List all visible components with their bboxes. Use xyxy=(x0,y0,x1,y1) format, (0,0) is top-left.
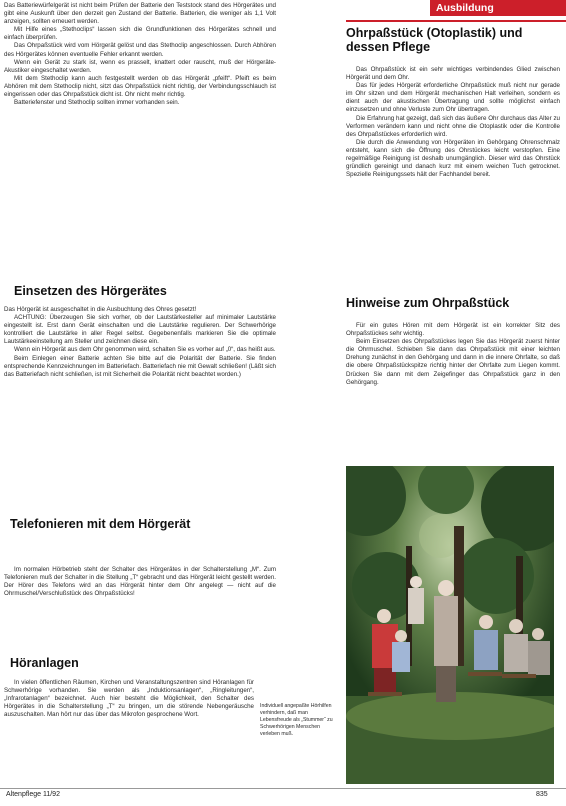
caption-text: Individuell angepaßte Hörhilfen verhindern, daß man Lebensfreude als „Stummer“ zu Schwerhörigen Menschen verleben muß. xyxy=(260,703,333,737)
photo-illustration xyxy=(346,466,554,784)
paragraph: Wenn ein Hörgerät aus dem Ohr genommen wird, schalten Sie es vorher auf „0“, das heißt aus. xyxy=(14,346,276,354)
photo-caption xyxy=(260,703,340,738)
paragraph: In vielen öffentlichen Räumen, Kirchen und Veranstaltungszentren sind Höranlagen für Schwerhörige vorhanden. Sie werden als „Induktionsanlagen“, „Ringleitungen“, „Infrarotanlagen“ bezeichnet. Auch hier besteht die Möglichkeit, den Schalter des Hörgerätes in die Schalterstellung „T“ zu bringen, um die störende Nebengeräusche auszuschalten. Man hört nur das über das Mikrofon gesprochene Wort. xyxy=(4,679,254,719)
section-heading: Hinweise zum Ohrpaßstück xyxy=(346,296,510,310)
paragraph: Das Ohrpaßstück wird vom Hörgerät gelöst und das Stethoclip angeschlossen. Durch Abhören des Hörgerätes können eventuelle Fehler erkannt werden. xyxy=(4,42,276,58)
paragraph: Das für jedes Hörgerät erforderliche Ohrpaßstück muß nicht nur gerade im Ohr sitzen und dem Hörgerät mechanischen Halt verleihen, sondern es dient auch der akustischen Übertragung und sollte möglichst einfach einzusetzen und ohne Verluste zum Ohr übertragen. xyxy=(346,82,560,114)
paragraph: Mit Hilfe eines „Stethoclips“ lassen sich die Grundfunktionen des Hörgerätes schnell und einfach überprüfen. xyxy=(4,26,276,42)
paragraph: Für ein gutes Hören mit dem Hörgerät ist ein korrekter Sitz des Ohrpaßstückes sehr wichtig. xyxy=(346,322,560,338)
section-text xyxy=(4,566,276,598)
paragraph: Die Erfahrung hat gezeigt, daß sich das äußere Ohr durchaus das Alter zu Verformen verändern kann und nicht ohne die Otoplastik oder die Kontrolle des Ohrpaßstückes erforderlich wird. xyxy=(346,114,560,138)
paragraph: Das Ohrpaßstück ist ein sehr wichtiges verbindendes Glied zwischen Hörgerät und dem Ohr. xyxy=(346,66,560,82)
photo-elderly-group-outdoors xyxy=(346,466,554,784)
intro-text xyxy=(4,2,276,107)
paragraph: Das Hörgerät ist ausgeschaltet in die Ausbuchtung des Ohres gesetzt! xyxy=(4,306,197,313)
paragraph: Die durch die Anwendung von Hörgeräten im Gehörgang Ohrenschmalz entsteht, kann sich die Öffnung des Ohrstückes leicht verstopfen. Eine regelmäßige Reinigung ist deshalb unumgänglich. Dieser wird das Ohrstück gründlich gereinigt und danach kurz mit einem weichen Tuch getrocknet. Spezielle Reinigungssets hält der Fachhandel bereit. xyxy=(346,138,560,179)
paragraph: Im normalen Hörbetrieb steht der Schalter des Hörgerätes in der Schalterstellung „M“. Zum Telefonieren muß der Schalter in die Stellung „T“ gebracht und das Hörgerät leicht gestellt werden. Der Hörer des Telefons wird an das Hörgerät hinter dem Ohr angelegt — nicht auf die Ohrmuschel/Verschlußstück des Ohrpaßstücks! xyxy=(4,566,276,598)
section-heading: Ohrpaßstück (Otoplastik) und dessen Pflege xyxy=(346,26,523,54)
paragraph: Mit dem Stethoclip kann auch festgestellt werden ob das Hörgerät „pfeift“. Pfeift es beim Abhören mit dem Stethoclip nicht, sitzt das Ohrpaßstück nicht richtig, der Verbindungsschlauch ist eingerissen oder das Ohrpaßstück dicht ist. Ohr nicht mehr richtig. xyxy=(4,74,276,99)
paragraph: Batteriefenster und Stethoclip sollten immer vorhanden sein. xyxy=(14,99,180,107)
section-text xyxy=(346,322,560,387)
footer-publication: Altenpflege 11/92 xyxy=(6,791,60,798)
section-text xyxy=(346,66,560,179)
paragraph: Das Batteriewürfelgerät ist nicht beim Prüfen der Batterie den Teststock stand des Hörgerätes und gibt eine Auskunft über den derzeit gen Zustand der Batterie. Batterien, die weniger als 1,1 Volt anzeigen, sollten erneuert werden. xyxy=(4,2,276,26)
section-heading: Einsetzen des Hörgerätes xyxy=(14,284,167,298)
section-text xyxy=(4,306,276,379)
paragraph: Beim Einsetzen des Ohrpaßstückes legen Sie das Hörgerät zuerst hinter die Ohrmuschel. Schieben Sie dann das Ohrpaßstück mit einer leichten Drehung zunächst in den Gehörgang und dann in die innere Ohrfalte, so daß die obere Ohrpaßstückspitze richtig hinter der Ohrfalte zum Liegen kommt. Drücken Sie dann mit dem Zeigefinger das Ohrpaßstück ganz in den Gehörgang. xyxy=(346,338,560,386)
footer-rule xyxy=(0,788,566,789)
paragraph: Wenn ein Gerät zu stark ist, wenn es prasselt, knattert oder rauscht, muß der Hörgeräte-Akustiker eingeschaltet werden. xyxy=(4,58,276,74)
page-number: 835 xyxy=(536,791,548,798)
section-heading: Höranlagen xyxy=(10,656,79,670)
paragraph: Beim Einlegen einer Batterie achten Sie bitte auf die Polarität der Batterie. Sie finden entsprechende Kennzeichnungen im Batteriefach. Batteriefach nie mit Gewalt schließen! (Läßt sich das Batteriefach nicht schließen, ist mit Sicherheit die Polarität nicht beachtet worden.) xyxy=(4,354,276,378)
paragraph: ACHTUNG: Überzeugen Sie sich vorher, ob der Lautstärkesteller auf minimaler Lautstärke eingestellt ist. Erst dann Gerät einschalten und die Lautstärke regulieren. Der Schwerhörige kontrolliert die Lautstärke in aller Regel selbst. Gegebenenfalls markieren Sie die optimale Lautstärkeeinstellung am Steller und zeichnen diese ein. xyxy=(4,314,276,346)
section-heading: Telefonieren mit dem Hörgerät xyxy=(10,517,191,531)
section-tag: Ausbildung xyxy=(430,0,566,16)
section-text xyxy=(4,679,254,719)
section-rule xyxy=(346,20,566,22)
